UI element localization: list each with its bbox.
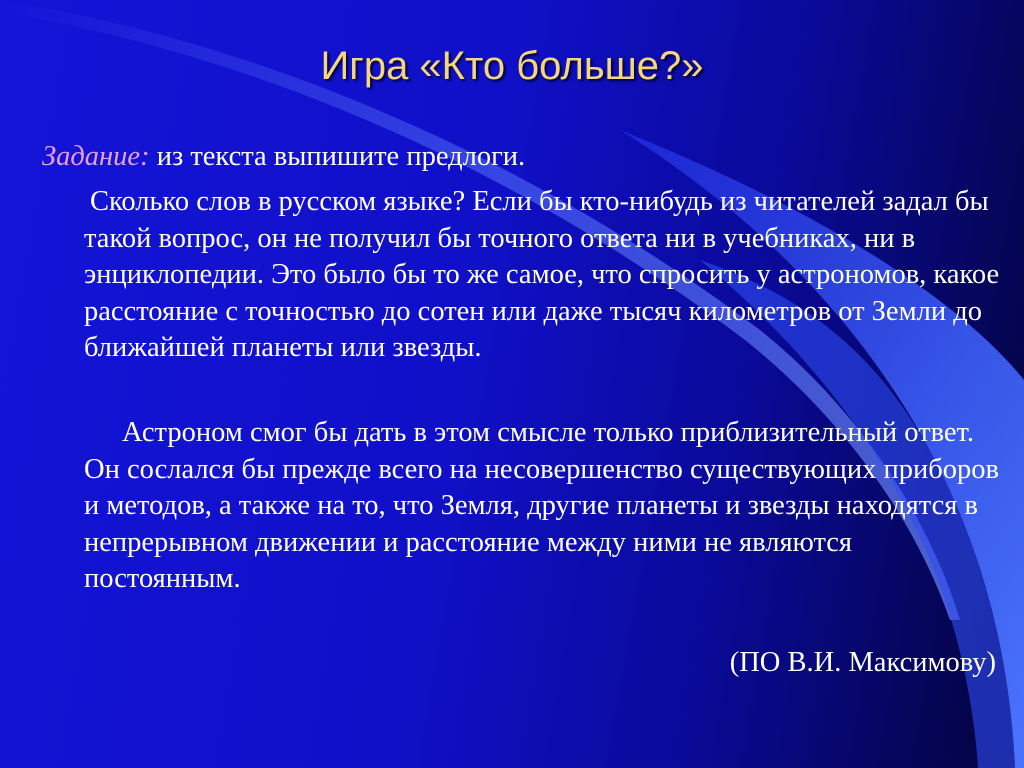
paragraph-2-text: Астроном смог бы дать в этом смысле только приблизительный ответ. Он сослался бы прежде всего на несовершенство существующих приборов и методов, а также на то, что Земля, другие планеты и звезды находятся в непрерывном движении и расстояние между ними не являются постоянным. bbox=[84, 417, 999, 594]
task-line bbox=[42, 139, 1002, 176]
attribution: (ПО В.И. Максимову) bbox=[729, 647, 996, 678]
task-text: из текста выпишите предлоги. bbox=[149, 141, 526, 172]
task-label: Задание: bbox=[42, 141, 150, 172]
paragraph-1-text: Сколько слов в русском языке? Если бы кто-нибудь из читателей задал бы такой вопрос, он не получил бы точного ответа ни в учебниках, ни в энциклопедии. Это было бы то же самое, что спросить у астрономов, какое расстояние с точностью до сотен или даже тысяч километров от Земли до ближайшей планеты или звезды. bbox=[84, 186, 1000, 363]
slide-title: Игра «Кто больше?» bbox=[320, 44, 704, 88]
paragraph-1 bbox=[84, 184, 1002, 367]
paragraph-2 bbox=[84, 415, 1002, 598]
